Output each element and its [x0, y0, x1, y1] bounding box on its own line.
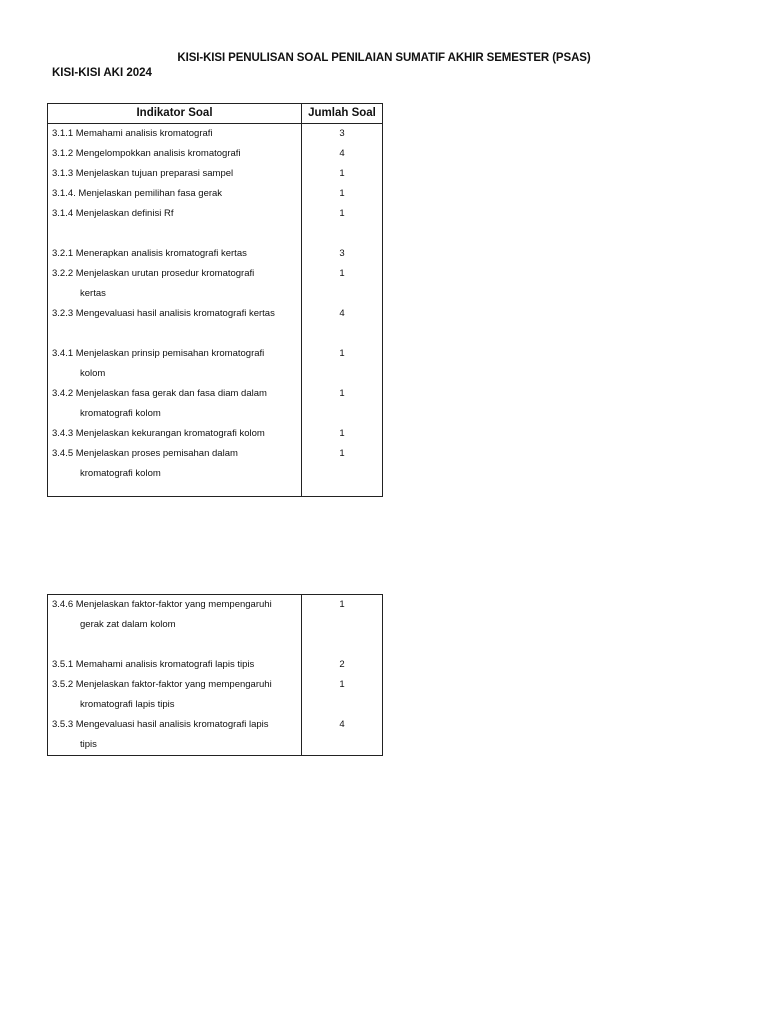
document-title: KISI-KISI PENULISAN SOAL PENILAIAN SUMATIF AKHIR SEMESTER (PSAS): [177, 52, 591, 64]
jumlah-soal-cell: 1: [302, 444, 383, 484]
kisi-kisi-table-part-2: [47, 594, 383, 756]
header-jumlah-soal: Jumlah Soal: [302, 104, 383, 124]
indikator-cell: [48, 595, 302, 636]
indikator-text: 3.2.1 Menerapkan analisis kromatografi kertas: [52, 248, 247, 259]
indikator-text-continuation: kromatografi kolom: [80, 468, 161, 479]
jumlah-soal-cell: 2: [302, 655, 383, 675]
table-body-part-2: [48, 595, 383, 756]
table-row: [48, 204, 383, 224]
table-row: [48, 344, 383, 384]
indikator-text: 3.4.3 Menjelaskan kekurangan kromatografi kolom: [52, 428, 265, 439]
table-row: [48, 715, 383, 756]
kisi-kisi-table-part-1: [47, 103, 383, 497]
indikator-text-continuation: kolom: [80, 368, 106, 379]
indikator-text: 3.1.1 Memahami analisis kromatografi: [52, 128, 213, 139]
jumlah-soal-cell: 1: [302, 164, 383, 184]
table-row: [48, 144, 383, 164]
indikator-cell: [48, 204, 302, 224]
jumlah-soal-cell: 4: [302, 144, 383, 164]
indikator-text: 3.4.1 Menjelaskan prinsip pemisahan kromatografi: [52, 348, 265, 359]
indikator-cell: [48, 184, 302, 204]
table-row: [48, 444, 383, 484]
indikator-text-continuation: kromatografi lapis tipis: [80, 699, 175, 710]
jumlah-soal-cell: 3: [302, 244, 383, 264]
indikator-text: 3.1.3 Menjelaskan tujuan preparasi sampel: [52, 168, 234, 179]
jumlah-soal-cell: 1: [302, 384, 383, 424]
table-body-part-1: [48, 124, 383, 497]
table-row: [48, 595, 383, 636]
indikator-text: 3.1.4 Menjelaskan definisi Rf: [52, 208, 174, 219]
indikator-text-continuation: tipis: [80, 739, 97, 750]
indikator-cell: [48, 715, 302, 756]
indikator-cell: [48, 304, 302, 324]
jumlah-soal-cell: 4: [302, 715, 383, 756]
padding-cell: [302, 484, 383, 497]
table-row: [48, 304, 383, 324]
table-padding-row: [48, 484, 383, 497]
jumlah-soal-cell: 1: [302, 595, 383, 636]
indikator-text: 3.5.1 Memahami analisis kromatografi lapis tipis: [52, 659, 255, 670]
document-subtitle: KISI-KISI AKI 2024: [52, 67, 152, 79]
indikator-text: 3.5.3 Mengevaluasi hasil analisis kromatografi lapis: [52, 719, 269, 730]
indikator-cell: [48, 384, 302, 424]
indikator-text: 3.4.6 Menjelaskan faktor-faktor yang mempengaruhi: [52, 599, 272, 610]
indikator-text: 3.5.2 Menjelaskan faktor-faktor yang mempengaruhi: [52, 679, 272, 690]
jumlah-soal-cell: 1: [302, 424, 383, 444]
spacer-cell: [48, 635, 302, 655]
spacer-cell: [302, 635, 383, 655]
table-header-row: [48, 104, 383, 124]
spacer-cell: [302, 324, 383, 344]
spacer-cell: [48, 324, 302, 344]
table-spacer-row: [48, 324, 383, 344]
jumlah-soal-cell: 1: [302, 675, 383, 715]
indikator-cell: [48, 264, 302, 304]
indikator-cell: [48, 244, 302, 264]
jumlah-soal-cell: 1: [302, 204, 383, 224]
header-indikator-soal: Indikator Soal: [48, 104, 302, 124]
indikator-cell: [48, 164, 302, 184]
table-spacer-row: [48, 224, 383, 244]
indikator-text-continuation: kromatografi kolom: [80, 408, 161, 419]
table-row: [48, 424, 383, 444]
indikator-text: 3.2.3 Mengevaluasi hasil analisis kromatografi kertas: [52, 308, 275, 319]
table-row: [48, 655, 383, 675]
indikator-text: 3.4.2 Menjelaskan fasa gerak dan fasa diam dalam: [52, 388, 267, 399]
table-row: [48, 675, 383, 715]
table-row: [48, 244, 383, 264]
table-row: [48, 164, 383, 184]
indikator-text-continuation: kertas: [80, 288, 106, 299]
spacer-cell: [302, 224, 383, 244]
table-row: [48, 184, 383, 204]
indikator-cell: [48, 675, 302, 715]
indikator-text-continuation: gerak zat dalam kolom: [80, 619, 176, 630]
jumlah-soal-cell: 1: [302, 344, 383, 384]
spacer-cell: [48, 224, 302, 244]
padding-cell: [48, 484, 302, 497]
jumlah-soal-cell: 4: [302, 304, 383, 324]
table-row: [48, 124, 383, 145]
jumlah-soal-cell: 3: [302, 124, 383, 145]
jumlah-soal-cell: 1: [302, 264, 383, 304]
indikator-text: 3.1.4. Menjelaskan pemilihan fasa gerak: [52, 188, 223, 199]
indikator-cell: [48, 124, 302, 145]
table-spacer-row: [48, 635, 383, 655]
indikator-cell: [48, 655, 302, 675]
indikator-cell: [48, 144, 302, 164]
indikator-text: 3.4.5 Menjelaskan proses pemisahan dalam: [52, 448, 238, 459]
indikator-text: 3.1.2 Mengelompokkan analisis kromatografi: [52, 148, 241, 159]
indikator-text: 3.2.2 Menjelaskan urutan prosedur kromatografi: [52, 268, 255, 279]
indikator-cell: [48, 424, 302, 444]
indikator-cell: [48, 444, 302, 484]
table-row: [48, 264, 383, 304]
indikator-cell: [48, 344, 302, 384]
jumlah-soal-cell: 1: [302, 184, 383, 204]
table-row: [48, 384, 383, 424]
